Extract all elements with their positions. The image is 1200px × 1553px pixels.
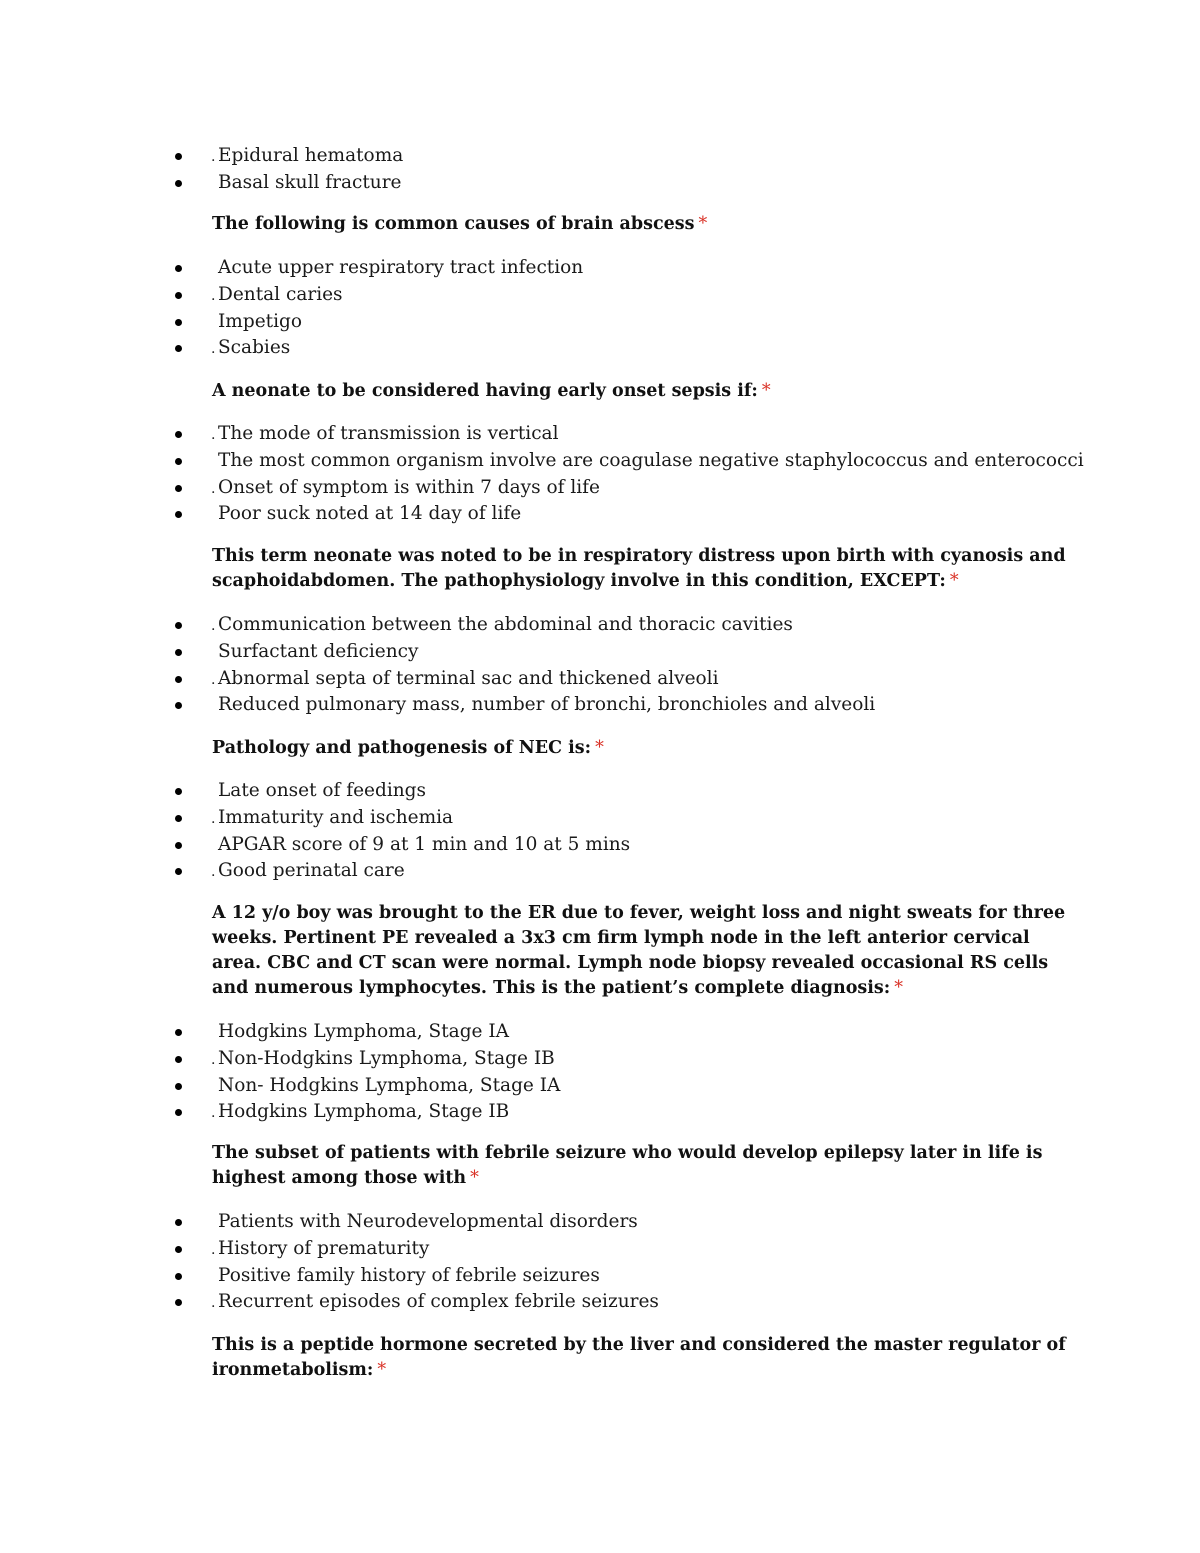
bullet-icon (175, 180, 182, 187)
option-text: The most common organism involve are coagulase negative staphylococcus and enterococci (218, 449, 1084, 471)
list-item (0, 1019, 560, 1046)
list-item (0, 1099, 560, 1126)
bullet-icon (175, 1056, 182, 1063)
list-item (0, 143, 403, 170)
option-text: Reduced pulmonary mass, number of bronchi, bronchioles and alveoli (218, 694, 876, 716)
option-marker: . (211, 1241, 216, 1258)
bullet-icon (175, 676, 182, 683)
list-item (0, 309, 583, 336)
option-text: Recurrent episodes of complex febrile seizures (218, 1291, 659, 1313)
option-list (0, 1019, 560, 1126)
required-mark: * (377, 1360, 387, 1380)
option-text: Patients with Neurodevelopmental disorders (218, 1211, 638, 1232)
list-item (0, 475, 1084, 502)
list-item (0, 1263, 659, 1290)
option-text: Good perinatal care (218, 860, 405, 882)
bullet-icon (175, 1109, 182, 1116)
list-item (0, 858, 630, 885)
list-item (0, 1289, 659, 1316)
bullet-icon (175, 842, 182, 849)
required-mark: * (595, 738, 604, 758)
question-label: This is a peptide hormone secreted by the liver and considered the master regulator of ironmetabolism: (212, 1335, 1066, 1380)
option-marker: . (211, 1295, 216, 1312)
question-label: The subset of patients with febrile seizure who would develop epilepsy later in life is highest among those with (212, 1143, 1043, 1188)
list-item (0, 448, 1084, 475)
list-item (0, 335, 583, 362)
option-marker: . (211, 341, 216, 358)
option-text: Dental caries (218, 283, 343, 305)
option-text: Basal skull fracture (218, 171, 402, 193)
question-text (212, 544, 1072, 594)
option-text: Poor suck noted at 14 day of life (218, 503, 522, 525)
option-marker: . (211, 671, 216, 688)
required-mark: * (761, 381, 771, 401)
bullet-icon (175, 1219, 182, 1226)
option-text: Onset of symptom is within 7 days of life (218, 476, 600, 498)
list-item (0, 612, 875, 639)
list-item (0, 805, 630, 832)
bullet-icon (175, 815, 182, 822)
bullet-icon (175, 345, 182, 352)
required-mark: * (894, 978, 903, 998)
option-marker: . (211, 1051, 216, 1068)
list-item (0, 1073, 560, 1100)
bullet-icon (175, 265, 182, 272)
option-text: History of prematurity (218, 1237, 430, 1259)
option-marker: . (211, 1105, 216, 1122)
option-text: Communication between the abdominal and thoracic cavities (218, 614, 793, 635)
option-text: Hodgkins Lymphoma, Stage IA (218, 1021, 510, 1042)
option-marker: . (211, 149, 216, 165)
option-text: Epidural hematoma (218, 145, 404, 166)
list-item (0, 1236, 659, 1263)
bullet-icon (175, 1083, 182, 1090)
required-mark: * (470, 1168, 479, 1188)
option-marker: . (211, 810, 216, 827)
question-text (212, 901, 1072, 1001)
list-item (0, 170, 403, 197)
list-item (0, 1209, 659, 1236)
list-item (0, 778, 630, 805)
option-text: The mode of transmission is vertical (218, 423, 559, 444)
bullet-icon (175, 431, 182, 438)
bullet-icon (175, 458, 182, 465)
option-text: Positive family history of febrile seizures (218, 1264, 600, 1286)
list-item (0, 692, 875, 719)
list-item (0, 282, 583, 309)
option-marker: . (211, 618, 216, 634)
bullet-icon (175, 868, 182, 875)
option-text: Hodgkins Lymphoma, Stage IB (218, 1101, 510, 1123)
question-label: A neonate to be considered having early onset sepsis if: (212, 381, 758, 401)
option-text: Surfactant deficiency (218, 640, 419, 662)
question-text (212, 212, 1072, 237)
option-text: Scabies (218, 337, 291, 359)
option-marker: . (211, 287, 216, 304)
list-item (0, 639, 875, 666)
option-marker: . (211, 480, 216, 497)
option-text: Impetigo (218, 310, 302, 332)
option-text: Acute upper respiratory tract infection (218, 257, 584, 278)
required-mark: * (698, 214, 708, 234)
bullet-icon (175, 702, 182, 709)
option-list (0, 143, 403, 197)
bullet-icon (175, 622, 182, 629)
question-text (212, 736, 1072, 761)
bullet-icon (175, 1273, 182, 1280)
bullet-icon (175, 1299, 182, 1306)
option-list (0, 421, 1084, 528)
option-marker: . (211, 427, 216, 443)
option-text: Non- Hodgkins Lymphoma, Stage IA (218, 1074, 561, 1096)
option-text: APGAR score of 9 at 1 min and 10 at 5 mins (218, 833, 631, 855)
bullet-icon (175, 788, 182, 795)
bullet-icon (175, 649, 182, 656)
option-text: Non-Hodgkins Lymphoma, Stage IB (218, 1047, 555, 1069)
question-text (212, 379, 1072, 404)
bullet-icon (175, 485, 182, 492)
bullet-icon (175, 319, 182, 326)
question-label: The following is common causes of brain abscess (212, 214, 695, 234)
bullet-icon (175, 153, 182, 160)
bullet-icon (175, 1029, 182, 1036)
list-item (0, 666, 875, 693)
question-text (212, 1333, 1072, 1383)
question-label: Pathology and pathogenesis of NEC is: (212, 738, 592, 758)
option-list (0, 255, 583, 362)
list-item (0, 421, 1084, 448)
list-item (0, 255, 583, 282)
option-text: Abnormal septa of terminal sac and thickened alveoli (218, 667, 719, 689)
bullet-icon (175, 292, 182, 299)
option-text: Immaturity and ischemia (218, 806, 454, 828)
required-mark: * (949, 571, 959, 591)
question-label: This term neonate was noted to be in respiratory distress upon birth with cyanosis and scaphoidabdomen. The pathophysiology involve in this condition, EXCEPT: (212, 546, 1066, 591)
option-text: Late onset of feedings (218, 780, 427, 801)
bullet-icon (175, 511, 182, 518)
option-list (0, 1209, 659, 1316)
question-text (212, 1141, 1072, 1191)
option-marker: . (211, 864, 216, 881)
option-list (0, 778, 630, 885)
list-item (0, 832, 630, 859)
question-label: A 12 y/o boy was brought to the ER due to fever, weight loss and night sweats for three weeks. Pertinent PE revealed a 3x3 cm firm lymph node in the left anterior cervical area. CBC and CT scan were normal. Lymph node biopsy revealed occasional RS cells and numerous lymphocytes. This is the patient’s complete diagnosis: (212, 903, 1066, 998)
list-item (0, 501, 1084, 528)
list-item (0, 1046, 560, 1073)
option-list (0, 612, 875, 719)
bullet-icon (175, 1246, 182, 1253)
